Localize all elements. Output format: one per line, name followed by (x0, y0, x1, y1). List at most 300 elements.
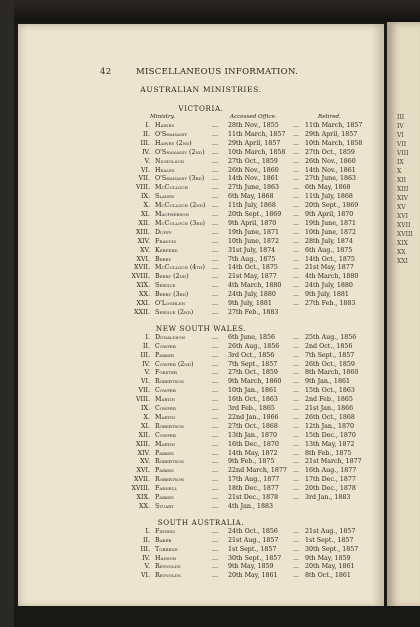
ministry-number: XX. (139, 502, 150, 510)
premier-name: Cowper (155, 387, 176, 395)
premier-name: Martin (155, 396, 176, 404)
ministry-number: II. (143, 130, 150, 138)
table-row (18, 167, 384, 176)
leader-dots: ... (293, 282, 300, 290)
leader-dots: ... (212, 264, 219, 272)
accessed-date: 16th Oct., 1863 (228, 396, 278, 404)
retired-date: 9th July, 1881 (305, 291, 349, 299)
retired-date: 21st May, 1877 (305, 264, 354, 272)
table-row (18, 256, 384, 265)
leader-dots: ... (293, 572, 300, 580)
facing-page-fragment: VII (397, 141, 407, 148)
leader-dots: ... (293, 431, 300, 439)
leader-dots: ... (212, 175, 219, 183)
table-row (18, 229, 384, 238)
retired-date: 8th Feb., 1875 (305, 449, 352, 457)
leader-dots: ... (212, 282, 219, 290)
leader-dots: ... (212, 440, 219, 448)
ministry-number: VI. (140, 378, 150, 386)
column-head-ministry: Ministry. (150, 114, 175, 120)
table-row (18, 503, 384, 512)
accessed-date: 20th May, 1861 (228, 572, 278, 580)
leader-dots: ... (293, 122, 300, 129)
facing-page-fragment: XIII (397, 186, 409, 193)
leader-dots: ... (212, 387, 219, 395)
premier-name: McCulloch (4th) (155, 264, 205, 272)
leader-dots: ... (293, 440, 300, 448)
table-row (18, 361, 384, 370)
accessed-date: 4th Jan., 1883 (228, 502, 273, 510)
ministry-number: IV. (142, 148, 150, 156)
table-row (18, 352, 384, 361)
table-row (18, 175, 384, 184)
leader-dots: ... (212, 527, 219, 535)
accessed-date: 19th June, 1871 (228, 228, 279, 236)
retired-date: 13th May, 1872 (305, 440, 355, 448)
leader-dots: ... (293, 246, 300, 254)
retired-date: 19th June, 1871 (305, 219, 356, 227)
retired-date: 27th Feb., 1883 (305, 300, 356, 307)
premier-name: Torrens (155, 545, 178, 553)
premier-name: Baker (155, 536, 172, 544)
retired-date: 20th May, 1861 (305, 563, 355, 571)
table-row (18, 273, 384, 282)
table-row (18, 282, 384, 291)
leader-dots: ... (293, 291, 300, 299)
leader-dots: ... (212, 255, 219, 263)
ministry-number: VIII. (135, 184, 150, 192)
leader-dots: ... (293, 219, 300, 227)
leader-dots: ... (293, 378, 300, 386)
ministry-number: XVIII. (131, 485, 150, 493)
retired-date: 2nd Oct., 1856 (305, 342, 353, 350)
leader-dots: ... (293, 237, 300, 245)
table-row (18, 432, 384, 441)
table-row (18, 369, 384, 378)
leader-dots: ... (293, 273, 300, 281)
binding-top (0, 0, 420, 22)
column-head-retired: Retired. (318, 114, 341, 120)
section-title: SOUTH AUSTRALIA. (157, 517, 245, 527)
premier-name: Robertson (155, 378, 185, 386)
table-row (18, 122, 384, 131)
accessed-date: 14th Nov., 1861 (228, 175, 279, 183)
leader-dots: ... (212, 342, 219, 350)
ministry-number: V. (144, 369, 150, 377)
accessed-date: 7th Sept., 1857 (228, 360, 278, 368)
leader-dots: ... (212, 485, 219, 493)
retired-date: 14th Oct., 1875 (305, 255, 355, 263)
premier-name: McCulloch (155, 184, 188, 192)
leader-dots: ... (212, 157, 219, 165)
accessed-date: 17th Aug., 1877 (228, 476, 280, 484)
facing-page-fragment: XIV (397, 195, 408, 202)
leader-dots: ... (212, 228, 219, 236)
table-row (18, 572, 384, 581)
accessed-date: 27th Oct., 1868 (228, 422, 278, 430)
facing-page-fragment: IX (397, 159, 404, 166)
ministry-number: XIV. (137, 237, 150, 245)
premier-name: O'Shanassy (3rd) (155, 175, 205, 183)
table-row (18, 238, 384, 247)
accessed-date: 21st Dec., 1878 (228, 494, 279, 501)
premier-name: Berry (155, 255, 172, 263)
premier-name: Francis (155, 237, 177, 245)
leader-dots: ... (293, 255, 300, 263)
accessed-date: 31st July, 1874 (228, 246, 276, 254)
table-row (18, 414, 384, 423)
premier-name: O'Shanassy (2nd) (155, 148, 205, 156)
ministry-number: XIX. (136, 494, 150, 501)
accessed-date: 27th Oct., 1859 (228, 369, 278, 377)
retired-date: 14th Nov., 1861 (305, 166, 356, 174)
ministry-number: VI. (140, 166, 150, 174)
table-row (18, 202, 384, 211)
retired-date: 11th March, 1857 (305, 122, 363, 129)
leader-dots: ... (212, 554, 219, 562)
ministry-number: III. (140, 351, 150, 359)
ministry-number: XI. (141, 422, 150, 430)
ministry-number: IX. (141, 405, 150, 412)
leader-dots: ... (212, 148, 219, 156)
accessed-date: 20th Sept., 1869 (228, 211, 282, 218)
table-row (18, 555, 384, 564)
leader-dots: ... (293, 527, 300, 535)
retired-date: 30th Sept., 1857 (305, 545, 359, 553)
premier-name: Robertson (155, 476, 185, 484)
ministry-number: XIII. (136, 440, 150, 448)
leader-dots: ... (212, 494, 219, 501)
retired-date: 7th Sept., 1857 (305, 351, 355, 359)
leader-dots: ... (293, 476, 300, 484)
leader-dots: ... (212, 458, 219, 466)
accessed-date: 6th June, 1856 (228, 333, 275, 341)
page-header (18, 67, 384, 77)
column-head-accessed: Accessed Office. (230, 114, 277, 120)
leader-dots: ... (212, 449, 219, 457)
leader-dots: ... (293, 333, 300, 341)
table-row (18, 378, 384, 387)
leader-dots: ... (293, 184, 300, 192)
accessed-date: 16th Dec., 1870 (228, 440, 279, 448)
leader-dots: ... (212, 467, 219, 475)
leader-dots: ... (293, 148, 300, 156)
table-row (18, 334, 384, 343)
premier-name: Reynolds (155, 563, 181, 571)
accessed-date: 22nd March, 1877 (228, 467, 287, 475)
premier-name: Finniss (155, 527, 175, 535)
leader-dots: ... (212, 139, 219, 147)
facing-page-edge (387, 22, 420, 608)
table-row (18, 300, 384, 309)
table-row (18, 546, 384, 555)
accessed-date: 14th Oct., 1875 (228, 264, 278, 272)
accessed-date: 28th Nov., 1855 (228, 122, 279, 129)
leader-dots: ... (293, 545, 300, 553)
leader-dots: ... (293, 449, 300, 457)
table-row (18, 537, 384, 546)
ministry-number: VII. (138, 387, 150, 395)
leader-dots: ... (293, 387, 300, 395)
accessed-date: 26th Nov., 1860 (228, 166, 279, 174)
table-row (18, 458, 384, 467)
retired-date: 9th April, 1870 (305, 211, 354, 218)
leader-dots: ... (212, 308, 219, 316)
ministry-number: X. (143, 413, 150, 421)
ministry-number: XVII. (133, 476, 150, 484)
table-row (18, 450, 384, 459)
leader-dots: ... (293, 458, 300, 466)
ministry-number: V. (144, 157, 150, 165)
retired-date: 12th Jan., 1870 (305, 422, 354, 430)
facing-page-fragment: VI (397, 132, 404, 139)
leader-dots: ... (293, 211, 300, 218)
table-row (18, 309, 384, 318)
accessed-date: 11th July, 1868 (228, 202, 276, 210)
leader-dots: ... (293, 536, 300, 544)
accessed-date: 9th March, 1860 (228, 378, 282, 386)
retired-date: 21st Jan., 1866 (305, 405, 354, 412)
accessed-date: 21st Aug., 1857 (228, 536, 279, 544)
premier-name: Robertson (155, 458, 185, 466)
facing-page-fragment: XXI (397, 258, 408, 265)
ministry-number: XIX. (136, 282, 150, 290)
facing-page-fragment: XII (397, 177, 407, 184)
premier-name: McCulloch (3rd) (155, 219, 205, 227)
premier-name: Cowper (155, 342, 176, 350)
leader-dots: ... (293, 351, 300, 359)
leader-dots: ... (212, 291, 219, 299)
retired-date: 20th Dec., 1878 (305, 485, 356, 493)
ministry-number: VIII. (135, 396, 150, 404)
facing-page-fragment: XVII (397, 222, 411, 229)
table-row (18, 247, 384, 256)
retired-date: 8th March, 1860 (305, 369, 359, 377)
premier-name: Reynolds (155, 572, 181, 580)
table-row (18, 291, 384, 300)
leader-dots: ... (212, 122, 219, 129)
ministry-number: XIV. (137, 449, 150, 457)
leader-dots: ... (293, 467, 300, 475)
premier-name: Martin (155, 440, 176, 448)
table-row (18, 193, 384, 202)
retired-date: 28th July, 1874 (305, 237, 353, 245)
retired-date: 29th April, 1857 (305, 130, 358, 138)
leader-dots: ... (293, 264, 300, 272)
ministry-number: XXII. (134, 308, 150, 316)
accessed-date: 9th July, 1881 (228, 300, 272, 307)
retired-date: 15th Oct., 1863 (305, 387, 355, 395)
facing-page-fragment: IV (397, 123, 404, 130)
premier-name: Macpherson (155, 211, 190, 218)
premier-name: Service (2nd) (155, 308, 194, 316)
accessed-date: 6th May, 1868 (228, 193, 274, 201)
retired-date: 27th Oct., 1859 (305, 148, 355, 156)
leader-dots: ... (293, 166, 300, 174)
accessed-date: 10th Jan., 1861 (228, 387, 277, 395)
ministry-number: XII. (138, 219, 150, 227)
table-row (18, 158, 384, 167)
premier-name: Service (155, 282, 176, 290)
premier-name: Stuart (155, 502, 174, 510)
leader-dots: ... (293, 175, 300, 183)
accessed-date: 13th Jan., 1870 (228, 431, 277, 439)
table-row (18, 563, 384, 572)
leader-dots: ... (212, 193, 219, 201)
facing-page-fragment: XVI (397, 213, 408, 220)
leader-dots: ... (212, 536, 219, 544)
leader-dots: ... (293, 300, 300, 307)
leader-dots: ... (212, 166, 219, 174)
retired-date: 21st Aug., 1857 (305, 527, 356, 535)
leader-dots: ... (212, 130, 219, 138)
table-row (18, 387, 384, 396)
binding-left (0, 0, 14, 627)
table-row (18, 485, 384, 494)
table-row (18, 184, 384, 193)
retired-date: 20th Sept., 1869 (305, 202, 359, 210)
accessed-date: 14th May, 1872 (228, 449, 278, 457)
leader-dots: ... (293, 413, 300, 421)
accessed-date: 7th Aug., 1875 (228, 255, 276, 263)
premier-name: Farnell (155, 485, 178, 493)
leader-dots: ... (293, 342, 300, 350)
leader-dots: ... (293, 554, 300, 562)
ministry-number: X. (143, 202, 150, 210)
ministry-number: XII. (138, 431, 150, 439)
ministry-number: II. (143, 536, 150, 544)
facing-page-fragment: XV (397, 204, 406, 211)
premier-name: Kerferd (155, 246, 178, 254)
premier-name: Berry (2nd) (155, 273, 189, 281)
retired-date: 26th Oct., 1859 (305, 360, 355, 368)
table-row (18, 264, 384, 273)
section-title: NEW SOUTH WALES. (155, 323, 247, 333)
premier-name: Forster (155, 369, 177, 377)
accessed-date: 9th May, 1859 (228, 563, 274, 571)
premier-name: O'Loghlen (155, 300, 186, 307)
accessed-date: 26th Aug., 1856 (228, 342, 280, 350)
ministry-number: I. (145, 122, 150, 129)
premier-name: Parkes (155, 467, 174, 475)
table-row (18, 140, 384, 149)
leader-dots: ... (212, 237, 219, 245)
leader-dots: ... (212, 360, 219, 368)
retired-date: 26th Nov., 1860 (305, 157, 356, 165)
retired-date: 10th March, 1858 (305, 139, 363, 147)
accessed-date: 3rd Feb., 1865 (228, 405, 275, 412)
premier-name: Berry (3rd) (155, 291, 189, 299)
leader-dots: ... (212, 273, 219, 281)
premier-name: Sladen (155, 193, 175, 201)
accessed-date: 11th March, 1857 (228, 130, 286, 138)
leader-dots: ... (212, 378, 219, 386)
accessed-date: 27th Feb., 1883 (228, 308, 279, 316)
retired-date: 11th July, 1868 (305, 193, 353, 201)
ministry-number: IV. (142, 360, 150, 368)
table-row (18, 528, 384, 537)
facing-page-fragment: III (397, 114, 405, 121)
leader-dots: ... (212, 422, 219, 430)
premier-name: Robertson (155, 422, 185, 430)
running-title: MISCELLANEOUS INFORMATION. (136, 67, 299, 77)
accessed-date: 3rd Oct., 1856 (228, 351, 275, 359)
ministry-number: XI. (141, 211, 150, 218)
leader-dots: ... (212, 333, 219, 341)
accessed-date: 21st May, 1877 (228, 273, 277, 281)
ministry-number: I. (145, 527, 150, 535)
table-row (18, 149, 384, 158)
binding-bottom (14, 606, 420, 627)
retired-date: 4th March, 1880 (305, 273, 359, 281)
table-row (18, 131, 384, 140)
retired-date: 25th Aug., 1856 (305, 333, 357, 341)
ministry-number: IX. (141, 193, 150, 201)
table-row (18, 220, 384, 229)
ministry-number: XVIII. (131, 273, 150, 281)
ministry-number: IV. (142, 554, 150, 562)
table-row (18, 396, 384, 405)
retired-date: 3rd Jan., 1883 (305, 494, 351, 501)
leader-dots: ... (293, 485, 300, 493)
ministry-number: VI. (140, 572, 150, 580)
retired-date: 10th June, 1872 (305, 228, 356, 236)
leader-dots: ... (212, 300, 219, 307)
premier-name: Parker (155, 351, 175, 359)
retired-date: 24th July, 1880 (305, 282, 353, 290)
leader-dots: ... (212, 396, 219, 404)
accessed-date: 18th Dec., 1877 (228, 485, 279, 493)
leader-dots: ... (212, 211, 219, 218)
leader-dots: ... (293, 130, 300, 138)
table-row (18, 423, 384, 432)
leader-dots: ... (293, 563, 300, 571)
accessed-date: 1st Sept., 1857 (228, 545, 277, 553)
premier-name: Cowper (155, 431, 176, 439)
retired-date: 9th Jan., 1861 (305, 378, 350, 386)
premier-name: Cowper (155, 405, 176, 412)
leader-dots: ... (293, 157, 300, 165)
leader-dots: ... (293, 405, 300, 412)
accessed-date: 29th April, 1857 (228, 139, 281, 147)
table-row (18, 343, 384, 352)
accessed-date: 30th Sept., 1857 (228, 554, 282, 562)
table-row (18, 405, 384, 414)
leader-dots: ... (212, 246, 219, 254)
main-title: AUSTRALIAN MINISTRIES. (140, 85, 262, 94)
premier-name: Donaldson (155, 333, 186, 341)
ministry-number: I. (145, 333, 150, 341)
ministry-number: XXI. (136, 300, 150, 307)
leader-dots: ... (212, 369, 219, 377)
table-row (18, 441, 384, 450)
table-row (18, 494, 384, 503)
leader-dots: ... (212, 351, 219, 359)
leader-dots: ... (212, 476, 219, 484)
retired-date: 16th Aug., 1877 (305, 467, 357, 475)
leader-dots: ... (212, 202, 219, 210)
leader-dots: ... (293, 360, 300, 368)
table-row (18, 467, 384, 476)
retired-date: 21st March, 1877 (305, 458, 362, 466)
leader-dots: ... (212, 431, 219, 439)
leader-dots: ... (293, 396, 300, 404)
leader-dots: ... (212, 413, 219, 421)
leader-dots: ... (212, 219, 219, 227)
premier-name: Nicholson (155, 157, 185, 165)
premier-name: McCulloch (2nd) (155, 202, 206, 210)
leader-dots: ... (293, 369, 300, 377)
